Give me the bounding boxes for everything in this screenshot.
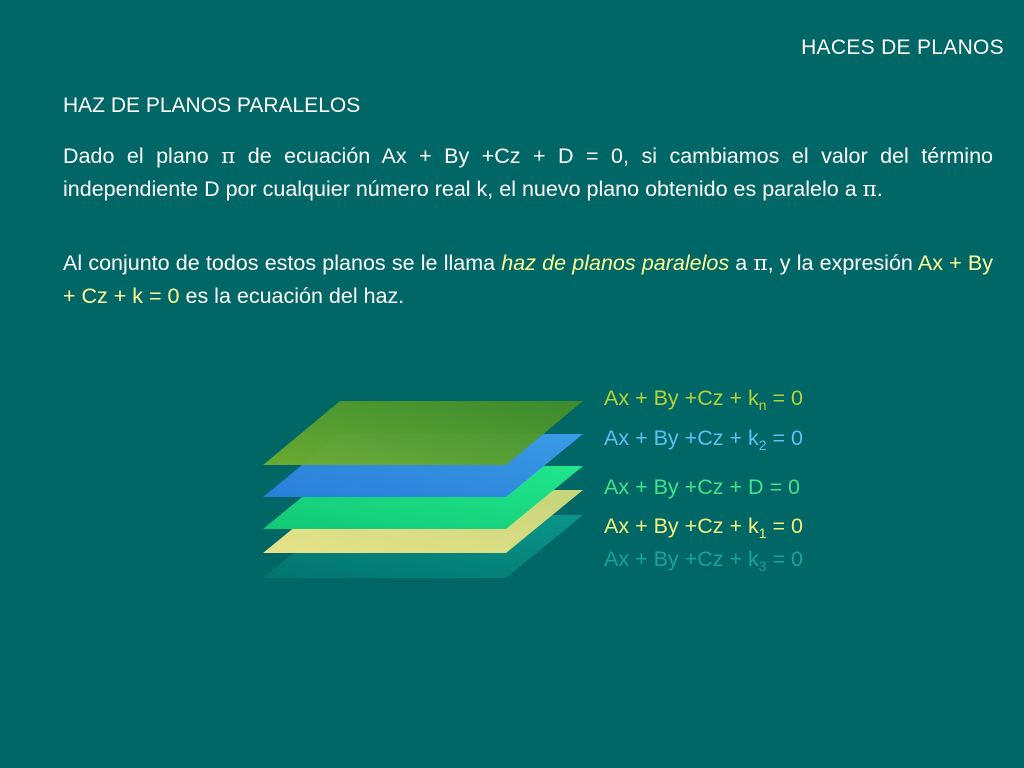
paragraph-definition — [63, 140, 993, 206]
slide-header-title: HACES DE PLANOS — [801, 36, 1004, 59]
paragraph-pencil — [63, 247, 993, 312]
equation-k2-text: Ax + By +Cz + k — [604, 426, 759, 450]
equation-d — [604, 475, 800, 500]
paragraph2-text-a: Al conjunto de todos estos planos se le llama — [63, 251, 502, 275]
section-title: HAZ DE PLANOS PARALELOS — [63, 94, 361, 117]
paragraph2-text-d: es la ecuación del haz. — [179, 284, 405, 308]
paragraph1-text-b: de ecuación Ax + By +Cz + D = 0, si cambiamos el valor del término independiente D por cualquier número real k, el nuevo plano obtenido es paralelo a — [63, 144, 993, 201]
paragraph1-text-a: Dado el plano — [63, 144, 222, 168]
equation-k2-tail: = 0 — [766, 426, 804, 450]
paragraph1-end: . — [876, 177, 883, 201]
equation-k1 — [604, 514, 803, 541]
equation-k3 — [604, 547, 803, 574]
paragraph2-text-c: , y la expresión — [767, 251, 918, 275]
equation-kn-tail: = 0 — [766, 386, 804, 410]
highlight-term: haz de planos paralelos — [501, 251, 730, 275]
equation-k2-sub: 2 — [758, 437, 767, 453]
pi-symbol: π — [862, 177, 877, 202]
parallel-planes-diagram — [255, 395, 595, 585]
equation-d-text: Ax + By +Cz + D = 0 — [604, 475, 800, 499]
equation-kn — [604, 386, 803, 413]
equation-k1-text: Ax + By +Cz + k — [604, 514, 759, 538]
pi-symbol: π — [753, 251, 768, 276]
equation-k1-sub: 1 — [758, 525, 767, 541]
pi-symbol: π — [221, 144, 236, 169]
equation-kn-sub: n — [758, 397, 767, 413]
equation-k3-text: Ax + By +Cz + k — [604, 547, 759, 571]
pencil-equation: Ax + By + Cz + k = 0 — [63, 251, 994, 308]
paragraph2-text-b: a — [729, 251, 754, 275]
equation-k2 — [604, 426, 803, 453]
equation-k3-sub: 3 — [758, 558, 767, 574]
equation-k1-tail: = 0 — [766, 514, 804, 538]
equation-k3-tail: = 0 — [766, 547, 804, 571]
equation-kn-text: Ax + By +Cz + k — [604, 386, 759, 410]
